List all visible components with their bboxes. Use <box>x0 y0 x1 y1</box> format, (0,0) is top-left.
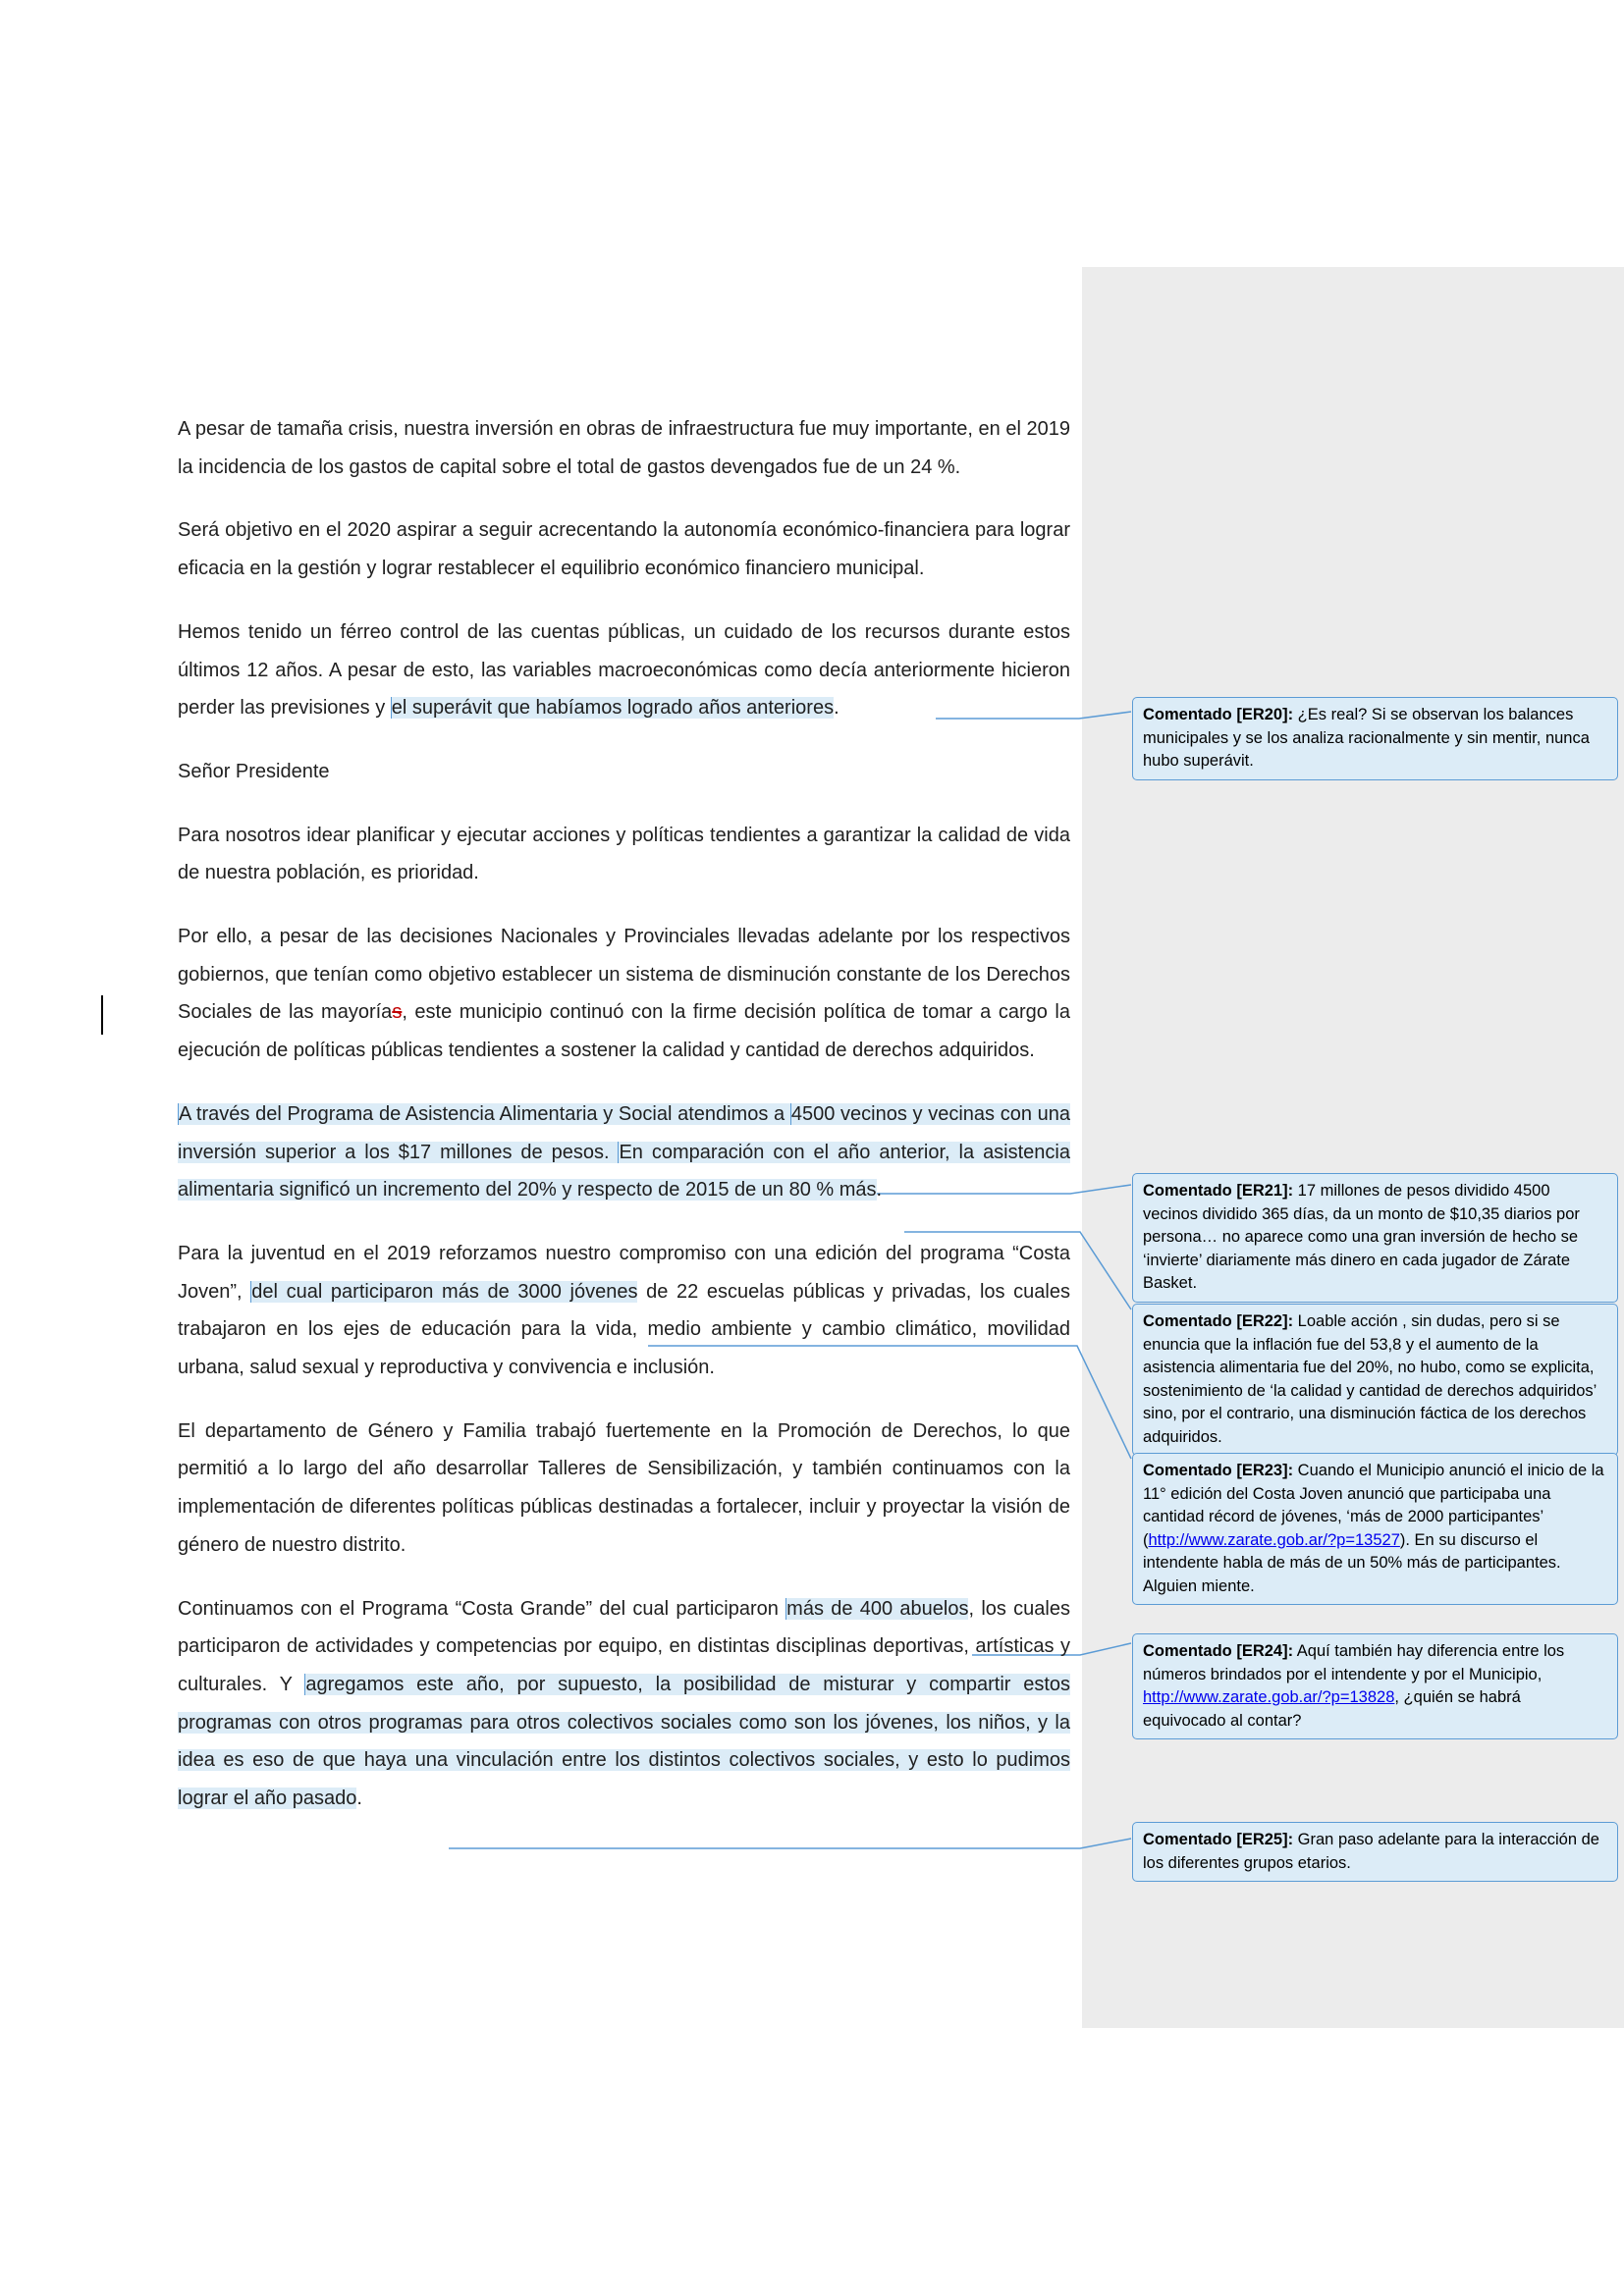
comment-author-tag: Comentado [ER24]: <box>1143 1642 1294 1660</box>
paragraph-7[interactable] <box>178 1095 1070 1209</box>
paragraph-7-end: . <box>876 1179 883 1201</box>
document-body[interactable] <box>178 410 1070 1843</box>
comment-author-tag: Comentado [ER21]: <box>1143 1182 1294 1200</box>
comment-text-end: ). En su discurso el intendente habla de más de un 50% más de participantes. Alguien miente. <box>1143 1530 1561 1595</box>
paragraph-2[interactable]: Será objetivo en el 2020 aspirar a seguir acrecentando la autonomía económico-financiera para lograr eficacia en la gestión y lograr restablecer el equilibrio económico financiero municipal. <box>178 519 1070 580</box>
comment-er21[interactable] <box>1132 1173 1618 1303</box>
comment-anchor-er25[interactable]: agregamos este año, por supuesto, la posibilidad de misturar y compartir estos programas con otros programas para otros colectivos sociales como son los jóvenes, los niños, y la idea es eso de que haya una vinculación entre los distintos colectivos sociales, y esto lo pudimos lograr el año pasado <box>178 1673 1070 1810</box>
comment-text: Aquí también hay diferencia entre los números brindados por el intendente y por el Municipio, <box>1143 1642 1565 1683</box>
comment-text: ¿Es real? Si se observan los balances municipales y se los analiza racionalmente y sin mentir, nunca hubo superávit. <box>1143 706 1590 770</box>
paragraph-1[interactable]: A pesar de tamaña crisis, nuestra inversión en obras de infraestructura fue muy importante, en el 2019 la incidencia de los gastos de capital sobre el total de gastos devengados fue de un 24 %. <box>178 418 1070 478</box>
comment-anchor-er23[interactable]: del cual participaron más de 3000 jóvenes <box>251 1280 638 1303</box>
comment-text: Gran paso adelante para la interacción de los diferentes grupos etarios. <box>1143 1831 1599 1872</box>
paragraph-6[interactable] <box>178 918 1070 1070</box>
text-cursor <box>101 995 103 1035</box>
comment-text: Loable acción , sin dudas, pero si se enuncia que la inflación fue del 53,8 y el aumento de la asistencia alimentaria fue del 20%, no hubo, como se explicita, sostenimiento de ‘la calidad y cantidad de derechos adquiridos’ sino, por el contrario, una disminución fáctica de los derechos adquiridos. <box>1143 1312 1597 1446</box>
comment-text: Cuando el Municipio anunció el inicio de la 11° edición del Costa Joven anunció que participaba una cantidad récord de jóvenes, ‘más de 2000 participantes’ ( <box>1143 1462 1604 1549</box>
paragraph-7-sep: . <box>603 1141 619 1163</box>
paragraph-7-start: A través del Programa de Asistencia Alimentaria y Social atendimos a <box>179 1102 790 1125</box>
comment-anchor-er20[interactable]: el superávit que habíamos logrado años anteriores <box>391 697 835 720</box>
comment-author-tag: Comentado [ER22]: <box>1143 1312 1294 1330</box>
paragraph-10-end: . <box>356 1788 362 1810</box>
comment-er23[interactable] <box>1132 1453 1618 1605</box>
comment-er20[interactable] <box>1132 697 1618 780</box>
comment-er22[interactable] <box>1132 1304 1618 1456</box>
tracked-deletion[interactable]: s <box>392 1001 403 1024</box>
paragraph-5[interactable]: Para nosotros idear planificar y ejecutar acciones y políticas tendientes a garantizar la calidad de vida de nuestra población, es prioridad. <box>178 824 1070 884</box>
paragraph-6-end: , este municipio continuó con la firme decisión política de tomar a cargo la ejecución de políticas públicas tendientes a sostener la calidad y cantidad de derechos adquiridos. <box>178 1001 1070 1062</box>
paragraph-4[interactable]: Señor Presidente <box>178 760 330 782</box>
comment-link[interactable]: http://www.zarate.gob.ar/?p=13527 <box>1148 1530 1400 1549</box>
comment-er24[interactable] <box>1132 1633 1618 1739</box>
comment-er25[interactable] <box>1132 1822 1618 1882</box>
comment-text: 17 millones de pesos dividido 4500 vecinos dividido 365 días, da un monto de $10,35 diarios por persona… no aparece como una gran inversión de hecho se ‘invierte’ diariamente más dinero en cada jugador de Zárate Basket. <box>1143 1182 1580 1292</box>
paragraph-10-mid: , los cuales participaron de actividades y competencias por equipo, en distintas disciplinas deportivas, artísticas y culturales. Y <box>178 1597 1070 1695</box>
paragraph-8-end: de 22 escuelas públicas y privadas, los cuales trabajaron en los ejes de educación para la vida, medio ambiente y cambio climático, movilidad urbana, salud sexual y reproductiva y convivencia e inclusión. <box>178 1280 1070 1379</box>
comment-text-end: , ¿quién se habrá equivocado al contar? <box>1143 1688 1521 1730</box>
paragraph-6-text: Por ello, a pesar de las decisiones Nacionales y Provinciales llevadas adelante por los respectivos gobiernos, que tenían como objetivo establecer un sistema de disminución constante de los Derechos Sociales de las mayoría <box>178 926 1070 1024</box>
paragraph-10[interactable] <box>178 1590 1070 1818</box>
paragraph-8[interactable] <box>178 1235 1070 1387</box>
comment-anchor-er21[interactable]: 4500 vecinos y vecinas con una inversión superior a los $17 millones de pesos <box>178 1102 1070 1163</box>
comment-author-tag: Comentado [ER25]: <box>1143 1831 1294 1848</box>
comment-author-tag: Comentado [ER20]: <box>1143 706 1294 723</box>
paragraph-3-end: . <box>834 697 839 720</box>
paragraph-3-text: Hemos tenido un férreo control de las cuentas públicas, un cuidado de los recursos durante estos últimos 12 años. A pesar de esto, las variables macroeconómicas como decía anteriormente hicieron perder las previsiones y <box>178 620 1070 720</box>
paragraph-8-start: Para la juventud en el 2019 reforzamos nuestro compromiso con una edición del programa “Costa Joven”, <box>178 1242 1070 1303</box>
paragraph-10-start: Continuamos con el Programa “Costa Grande” del cual participaron <box>178 1597 786 1620</box>
comment-anchor-er24[interactable]: más de 400 abuelos <box>786 1597 969 1620</box>
comment-link[interactable]: http://www.zarate.gob.ar/?p=13828 <box>1143 1688 1395 1706</box>
comment-anchor-er22[interactable]: En comparación con el año anterior, la asistencia alimentaria significó un incremento del 20% y respecto de 2015 de un 80 % más <box>178 1141 1070 1201</box>
comment-author-tag: Comentado [ER23]: <box>1143 1462 1294 1479</box>
paragraph-3[interactable] <box>178 614 1070 727</box>
paragraph-9[interactable]: El departamento de Género y Familia trabajó fuertemente en la Promoción de Derechos, lo que permitió a lo largo del año desarrollar Talleres de Sensibilización, y también continuamos con la implementación de diferentes políticas públicas destinadas a fortalecer, incluir y proyectar la visión de género de nuestro distrito. <box>178 1419 1070 1556</box>
